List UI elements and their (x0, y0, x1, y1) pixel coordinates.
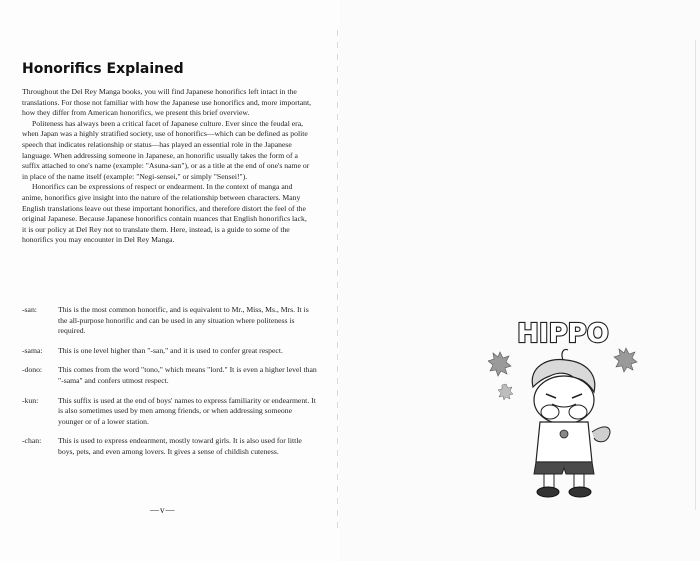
honorific-definition: This suffix is used at the end of boys' names to express familiarity or endearment. It is also sometimes used by men among friends, or when addressing someone younger or of a lower station. (58, 395, 316, 426)
honorific-definition: This comes from the word "tono," which means "lord." It is even a higher level than "-sama" and confers utmost respect. (58, 365, 317, 385)
page-number: —v— (150, 505, 176, 515)
page-title: Honorifics Explained (22, 61, 184, 77)
page-edge (695, 40, 696, 510)
honorific-definition: This is the most common honorific, and is equivalent to Mr., Miss, Ms., Mrs. It is the all-purpose honorific and can be used in any situation where politeness is required. (58, 305, 309, 336)
list-item (22, 305, 318, 337)
list-item (22, 436, 318, 457)
list-item (22, 396, 318, 428)
intro-paragraph: Politeness has always been a critical facet of Japanese culture. Ever since the feudal era, when Japan was a highly stratified society, use of honorifics—which can be defined as polite speech that indicates relationship or status—has played an essential role in the Japanese language. When addressing someone in Japanese, an honorific usually takes the form of a suffix attached to one's name (example: "Asuna-san"), or as a title at the end of one's name or in place of the name itself (example: "Negi-sensei," or simply "Sensei!"). (22, 118, 310, 181)
spiky-flower-icon (498, 384, 513, 400)
honorific-term: -chan: (22, 436, 42, 446)
spiky-flower-icon (488, 352, 511, 376)
spiky-flower-icon (614, 348, 637, 372)
honorific-definition: This is one level higher than "-san," and it is used to confer great respect. (58, 345, 283, 355)
honorific-term: -kun: (22, 395, 39, 405)
honorific-definition: This is used to express endearment, mostly toward girls. It is also used for little boys, pets, and even among lovers. It gives a sense of childish cuteness. (58, 436, 302, 456)
list-item (22, 365, 318, 386)
honorific-term: -dono: (22, 365, 43, 375)
honorific-term: -sama: (22, 345, 43, 355)
cartoon-boy-illustration (488, 312, 638, 502)
left-page (0, 0, 338, 561)
intro-text (22, 87, 312, 246)
intro-paragraph: Throughout the Del Rey Manga books, you will find Japanese honorifics left intact in the translations. For those not familiar with how the Japanese use honorifics and, more important, how they differ from American honorifics, we present this brief overview. (22, 87, 312, 118)
honorific-term: -san: (22, 305, 37, 314)
page-gutter (337, 30, 338, 530)
hippo-lettering (517, 319, 609, 349)
honorifics-list (22, 305, 318, 467)
list-item (22, 346, 318, 357)
illustration-title: HIPPO (517, 319, 609, 349)
intro-paragraph: Honorifics can be expressions of respect or endearment. In the context of manga and anime, honorifics give insight into the nature of the relationship between characters. Many English translations leave out these important honorifics, and therefore distort the feel of the original Japanese. Because Japanese honorifics contain nuances that English honorifics lack, it is our policy at Del Rey not to translate them. Here, instead, is a guide to some of the honorifics you may encounter in Del Rey Manga. (22, 182, 307, 245)
